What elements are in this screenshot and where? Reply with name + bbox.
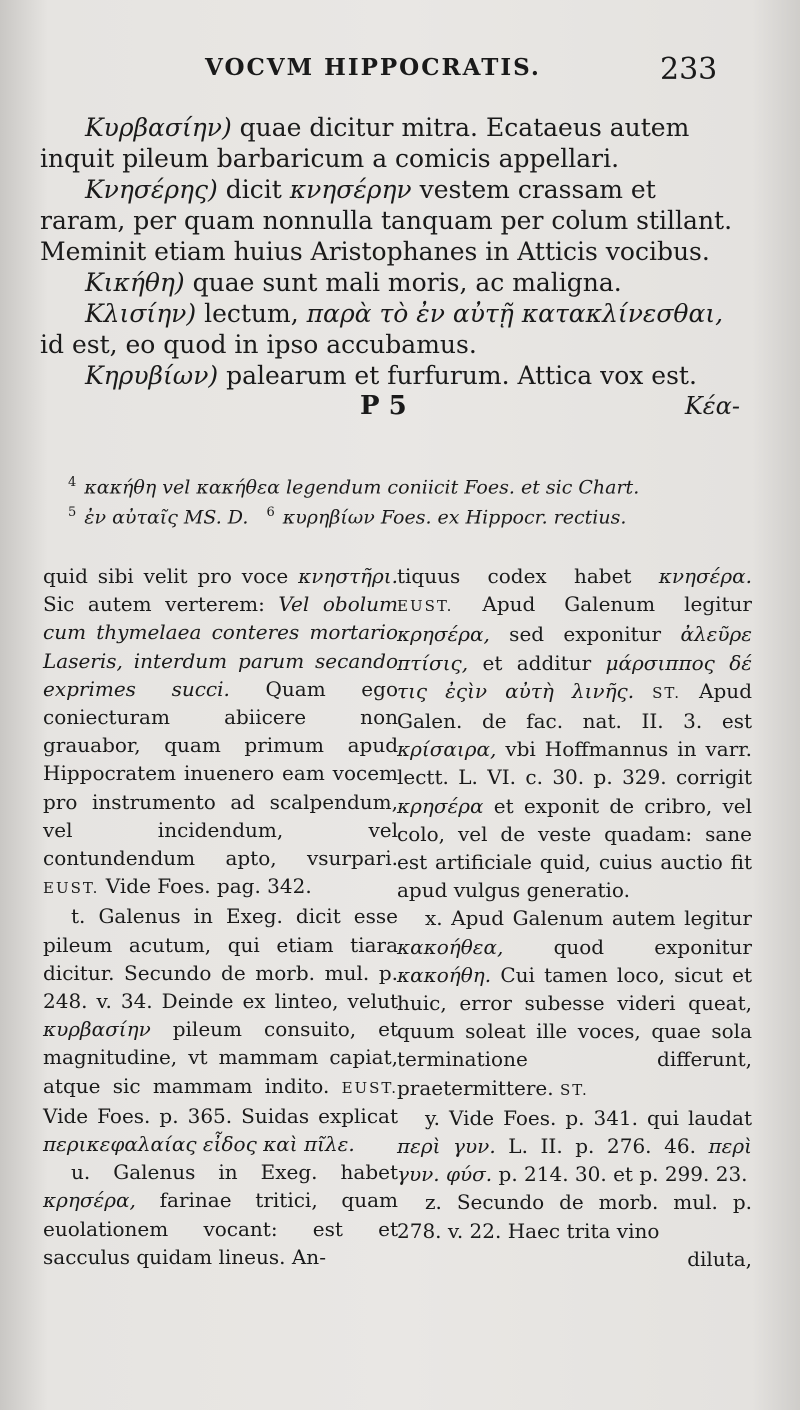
greek-phrase: παρὰ τὸ ἐν αὐτῇ κατακλίνεσθαι,: [306, 299, 724, 328]
greek-word: κνηστῆρι.: [298, 564, 398, 588]
main-text-block: [40, 112, 740, 425]
entry-text: quae sunt mali moris, ac maligna.: [184, 268, 622, 297]
commentary-text: Quam ego coniecturam abiicere non grauabor, quam primum apud Hippocratem inuenero eam vocem pro instrumento ad scalpendum, vel incidendum, vel contundendum apto, vsurpari.: [43, 676, 398, 871]
commentary-right-column: [397, 562, 752, 1273]
footnote-marker: 5: [68, 505, 77, 521]
commentary-text: Apud Galenum legitur: [453, 592, 752, 617]
entry-term: Κυρβασίην): [85, 113, 232, 142]
footnote-marker: 4: [68, 475, 77, 490]
greek-word: κρησέρα,: [43, 1188, 136, 1213]
catchword: Κέα-: [684, 392, 740, 420]
commentary-text: Cui tamen loco, sicut et huic, error subesse videri queat, quum soleat ille voces, quae sola terminatione differunt, praetermittere.: [397, 962, 752, 1100]
commentary-text: p. 214. 30. et p. 299. 23.: [492, 1162, 748, 1187]
author-abbrev: EUST.: [341, 1078, 398, 1097]
entry-kyrbasien: [40, 112, 740, 174]
commentary-text: et exponit de cribro, vel colo, vel de veste quadam: sane est artificiale quid, cuius auctio fit apud vulgus generatio.: [397, 793, 752, 903]
note-x: [397, 904, 752, 1103]
signature-row: [40, 391, 740, 425]
greek-phrase: μάρσιππος δέ τις ἐςὶν αὐτὴ λινῆς.: [397, 650, 752, 703]
greek-word: κακοήθεα,: [397, 934, 504, 959]
footnote-marker: 6: [266, 505, 275, 521]
running-title: VOCVM HIPPOCRATIS.: [205, 54, 541, 81]
entry-term: Κνησέρης): [85, 175, 218, 204]
entry-term: Κικήθη): [85, 268, 185, 297]
entry-text: id est, eo quod in ipso accubamus.: [40, 330, 477, 359]
commentary-text: quod exponitur: [503, 934, 752, 959]
note-u: [43, 1158, 398, 1271]
commentary-text: u. Galenus in Exeg. habet: [71, 1160, 398, 1185]
latin-quotation: Vel obolum cum thymelaea conteres mortario Laseris, interdum parum secando exprimes succi.: [43, 592, 398, 701]
page-header: [0, 52, 800, 92]
greek-word: κακοήθη.: [397, 962, 492, 987]
commentary-text: diluta,: [687, 1246, 752, 1271]
commentary-text: tiquus codex habet: [397, 564, 659, 588]
greek-word: περὶ γυν. φύσ.: [397, 1134, 752, 1187]
footnote-text: ἐν αὐταῖς MS. D.: [84, 506, 249, 529]
column-end-line: [397, 1245, 752, 1273]
author-abbrev: ST.: [559, 1080, 589, 1099]
footnotes: [68, 470, 748, 531]
commentary-left-column: [43, 562, 398, 1271]
greek-word: κρησέρα: [397, 793, 484, 818]
greek-phrase: περικεφαλαίας εἶδος καὶ πῖλε.: [43, 1132, 355, 1157]
commentary-text: x. Apud Galenum autem legitur: [425, 906, 752, 931]
commentary-text: z. Secundo de morb. mul. p. 278. v. 22. Haec trita vino: [397, 1190, 752, 1243]
note-t: [43, 902, 398, 1158]
author-abbrev: EUST.: [397, 597, 454, 616]
commentary-paragraph: [397, 562, 752, 904]
commentary-text: Vide Foes. p. 365. Suidas explicat: [43, 1103, 398, 1128]
entry-text: vestem crassam et raram, per quam nonnulla tanquam per colum stillant. Meminit etiam huius Aristophanes in Atticis vocibus.: [40, 175, 733, 266]
entry-knesere: [40, 174, 740, 267]
footnote-4: [68, 470, 748, 500]
commentary-text: L. II. p. 276. 46.: [495, 1134, 709, 1159]
signature-mark: P 5: [360, 391, 407, 421]
commentary-text: quid sibi velit pro voce: [43, 564, 299, 588]
commentary-text: Sic autem verterem:: [43, 592, 279, 617]
commentary-text: vbi Hoffmannus in varr. lectt. L. VI. c. 30. p. 329. corrigit: [397, 737, 752, 790]
greek-phrase: ἀλεῦρε πτίσις,: [397, 622, 752, 675]
entry-klisien: [40, 298, 740, 360]
entry-text: lectum,: [196, 299, 307, 328]
commentary-text: t. Galenus in Exeg. dicit esse pileum acutum, qui etiam tiara dicitur. Secundo de morb. mul. p. 248. v. 34. Deinde ex linteo, velut: [43, 904, 398, 1014]
commentary-text: pileum consuito, et magnitudine, vt mammam capiat, atque sic mammam indito.: [43, 1017, 398, 1098]
note-y: [397, 1104, 752, 1189]
commentary-text: farinae tritici, quam euolationem vocant: est et sacculus quidam lineus. An-: [43, 1188, 398, 1269]
footnote-text: κακήθη vel κακήθεα legendum coniicit Foes. et sic Chart.: [84, 476, 640, 499]
entry-term: Κηρυβίων): [85, 361, 219, 390]
commentary-paragraph: [43, 562, 398, 902]
greek-word: κυρβασίην: [43, 1017, 151, 1042]
greek-word: περὶ γυν.: [397, 1134, 496, 1159]
entry-kikethe: [40, 267, 740, 298]
greek-word: κρησέρα,: [397, 622, 490, 647]
footnote-5-6: [68, 500, 748, 530]
commentary-text: sed exponitur: [489, 622, 681, 647]
commentary-text: y. Vide Foes. p. 341. qui laudat: [425, 1105, 752, 1130]
entry-text: palearum et furfurum. Attica vox est.: [218, 361, 697, 390]
commentary-text: Apud Galen. de fac. nat. II. 3. est: [397, 678, 752, 734]
entry-term: Κλισίην): [85, 299, 197, 328]
entry-kerybion: [40, 360, 740, 391]
page-number: 233: [660, 52, 718, 87]
author-abbrev: EUST.: [43, 879, 100, 898]
commentary-text: et additur: [468, 650, 606, 675]
entry-text: quae dicitur mitra. Ecataeus autem inquit pileum barbaricum a comicis appellari.: [40, 113, 690, 173]
entry-text: dicit: [217, 175, 290, 204]
greek-word: κνησέρα.: [658, 564, 752, 588]
footnote-text: κυρηβίων Foes. ex Hippocr. rectius.: [282, 506, 627, 529]
note-z: [397, 1188, 752, 1244]
greek-word: κνησέρην: [289, 175, 412, 204]
commentary-text: Vide Foes. pag. 342.: [99, 874, 312, 899]
author-abbrev: ST.: [652, 683, 682, 702]
greek-word: κρίσαιρα,: [397, 737, 497, 762]
